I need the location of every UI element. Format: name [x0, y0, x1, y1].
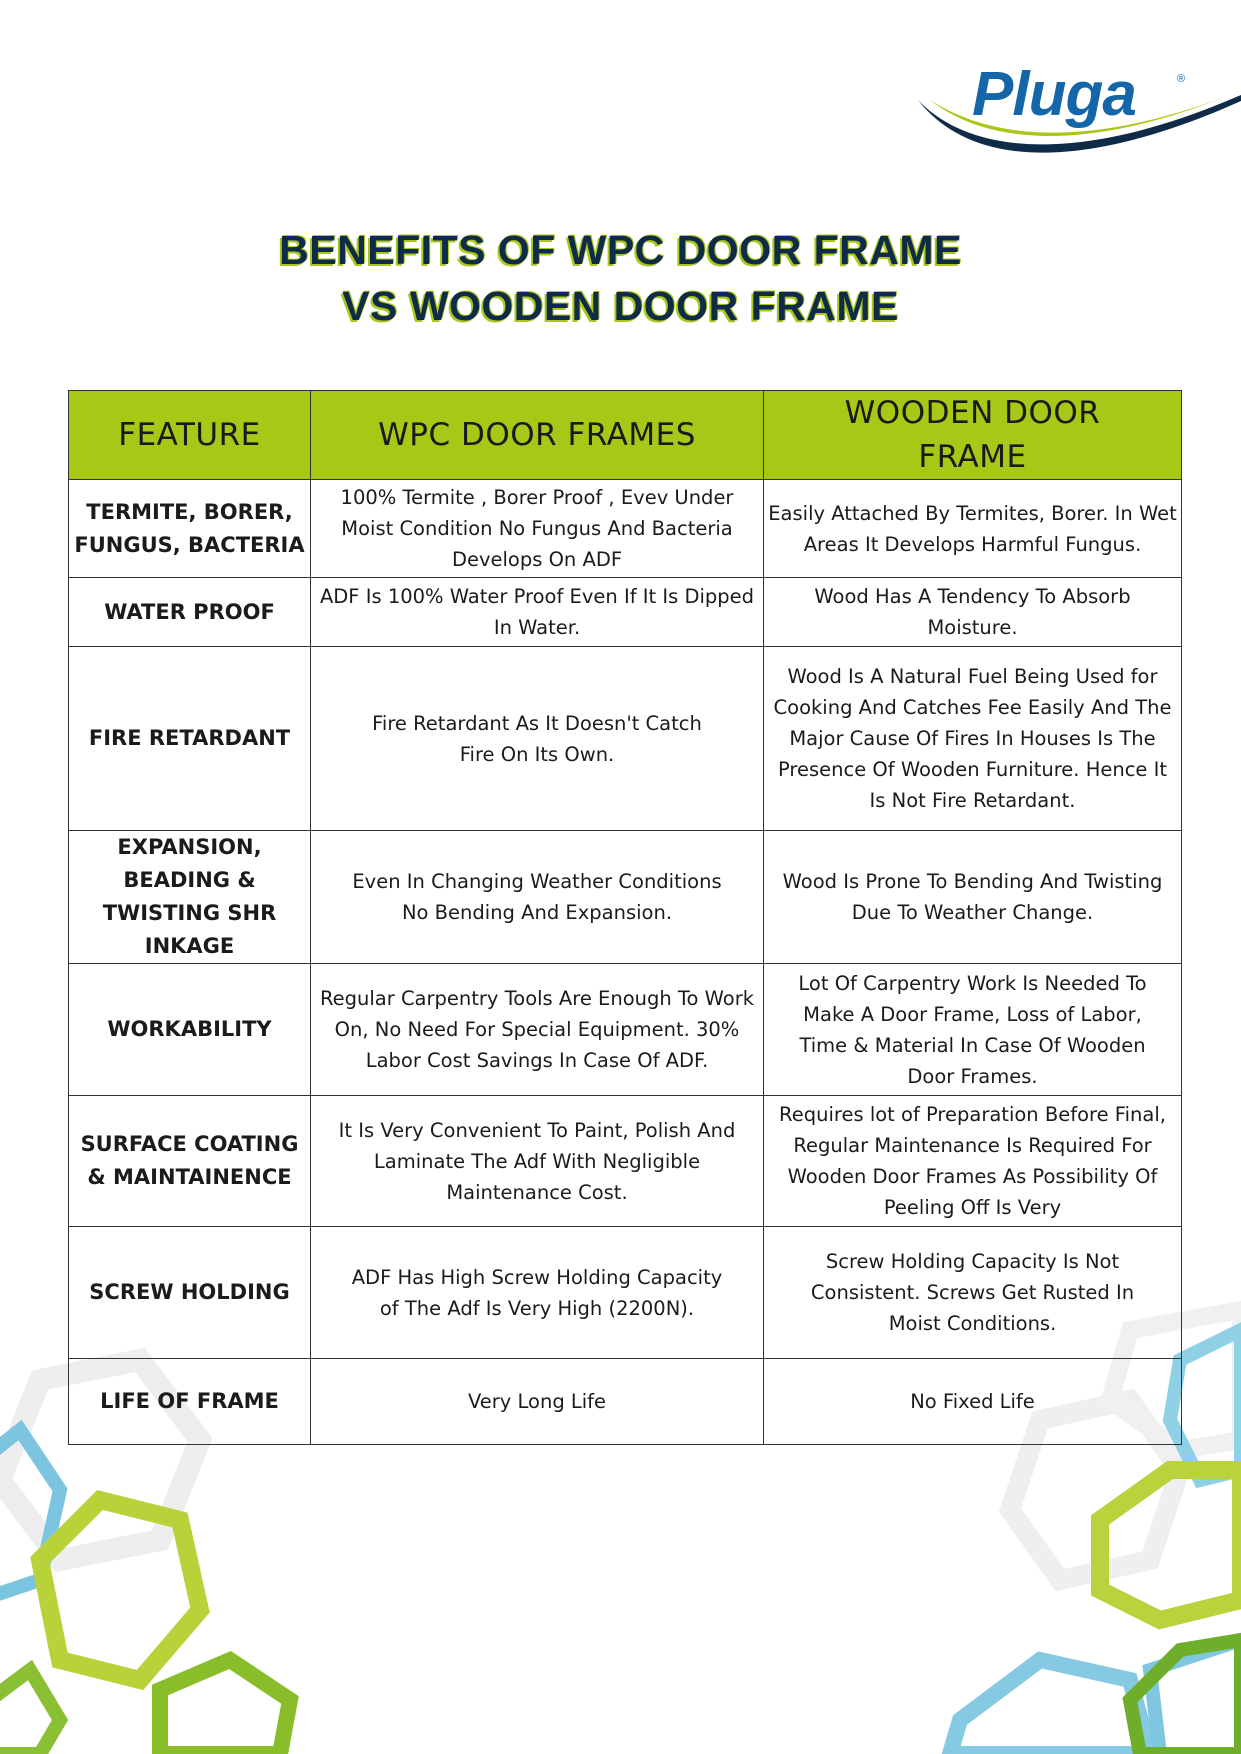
feature-cell: SCREW HOLDING: [69, 1227, 311, 1359]
title-line-2: VS WOODEN DOOR FRAME: [342, 283, 899, 329]
logo-wordmark: Pluga: [972, 60, 1136, 129]
header-wood: WOODEN DOOR FRAME: [764, 391, 1182, 480]
wpc-cell: Regular Carpentry Tools Are Enough To Work On, No Need For Special Equipment. 30% Labor Cost Savings In Case Of ADF.: [311, 964, 764, 1096]
wpc-cell: It Is Very Convenient To Paint, Polish And Laminate The Adf With Negligible Maintenance Cost.: [311, 1096, 764, 1227]
wpc-cell: Even In Changing Weather Conditions No Bending And Expansion.: [311, 831, 764, 964]
table-row: [69, 831, 1182, 964]
wpc-cell: Fire Retardant As It Doesn't Catch Fire On Its Own.: [311, 647, 764, 831]
table-row: [69, 647, 1182, 831]
feature-cell: WATER PROOF: [69, 578, 311, 647]
wood-cell: Requires lot of Preparation Before Final, Regular Maintenance Is Required For Wooden Door Frames As Possibility Of Peeling Off Is Very: [764, 1096, 1182, 1227]
table-header-row: [69, 391, 1182, 480]
feature-cell: EXPANSION, BEADING & TWISTING SHR INKAGE: [69, 831, 311, 964]
table-row: [69, 964, 1182, 1096]
header-feature: FEATURE: [69, 391, 311, 480]
feature-cell: FIRE RETARDANT: [69, 647, 311, 831]
header-wpc: WPC DOOR FRAMES: [311, 391, 764, 480]
table-row: [69, 1359, 1182, 1445]
table-row: [69, 1096, 1182, 1227]
feature-cell: LIFE OF FRAME: [69, 1359, 311, 1445]
wood-cell: Wood Is A Natural Fuel Being Used for Cooking And Catches Fee Easily And The Major Cause Of Fires In Houses Is The Presence Of Wooden Furniture. Hence It Is Not Fire Retardant.: [764, 647, 1182, 831]
feature-cell: WORKABILITY: [69, 964, 311, 1096]
feature-cell: SURFACE COATING & MAINTAINENCE: [69, 1096, 311, 1227]
table-row: [69, 578, 1182, 647]
title-line-1: BENEFITS OF WPC DOOR FRAME: [279, 227, 962, 273]
wpc-cell: ADF Has High Screw Holding Capacity of The Adf Is Very High (2200N).: [311, 1227, 764, 1359]
wood-cell: Wood Has A Tendency To Absorb Moisture.: [764, 578, 1182, 647]
comparison-table: [68, 390, 1182, 1445]
wood-cell: Lot Of Carpentry Work Is Needed To Make A Door Frame, Loss of Labor, Time & Material In Case Of Wooden Door Frames.: [764, 964, 1182, 1096]
table-row: [69, 1227, 1182, 1359]
feature-cell: TERMITE, BORER, FUNGUS, BACTERIA: [69, 480, 311, 578]
pluga-logo: [910, 55, 1241, 170]
page-title: [0, 222, 1241, 334]
wood-cell: Screw Holding Capacity Is Not Consistent. Screws Get Rusted In Moist Conditions.: [764, 1227, 1182, 1359]
wpc-cell: 100% Termite , Borer Proof , Evev Under Moist Condition No Fungus And Bacteria Develops On ADF: [311, 480, 764, 578]
wood-cell: Wood Is Prone To Bending And Twisting Due To Weather Change.: [764, 831, 1182, 964]
wpc-cell: Very Long Life: [311, 1359, 764, 1445]
registered-mark: ®: [1177, 73, 1186, 85]
wood-cell: Easily Attached By Termites, Borer. In Wet Areas It Develops Harmful Fungus.: [764, 480, 1182, 578]
wood-cell: No Fixed Life: [764, 1359, 1182, 1445]
table-row: [69, 480, 1182, 578]
wpc-cell: ADF Is 100% Water Proof Even If It Is Dipped In Water.: [311, 578, 764, 647]
